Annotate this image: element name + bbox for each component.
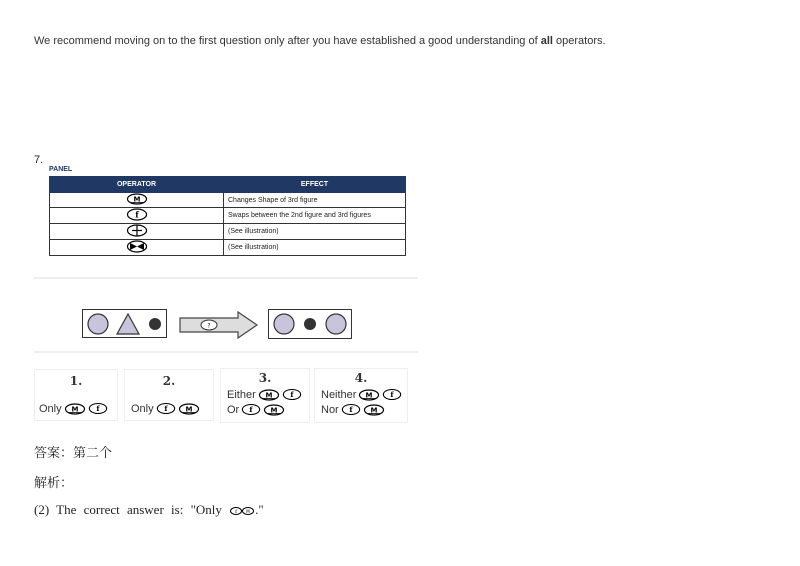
option-number: 2.: [162, 374, 176, 388]
svg-text:M: M: [71, 405, 79, 413]
answer-text-after: .": [255, 502, 264, 517]
svg-text:M: M: [370, 406, 378, 414]
intro-before: We recommend moving on to the first question only after you have established a good understanding of: [34, 35, 541, 47]
svg-text:M: M: [185, 405, 193, 413]
start-figure-box: [82, 309, 167, 338]
operator-m-icon: [363, 404, 385, 416]
option-text: Only: [131, 402, 154, 415]
operator-f-icon: [382, 388, 402, 401]
operator-f-icon: [156, 402, 176, 415]
answer-explanation: [34, 502, 264, 518]
intro-after: operators.: [552, 35, 606, 47]
svg-text:M: M: [133, 195, 140, 204]
operator-m-icon: [358, 389, 380, 401]
operator-f-icon: [126, 208, 148, 221]
svg-text:f: f: [134, 209, 139, 220]
operator-pair-icon: [229, 506, 255, 516]
operator-f-icon: [341, 403, 361, 416]
circle-shape: [87, 313, 109, 335]
effect-cell: Changes Shape of 3rd figure: [224, 193, 406, 208]
intro-text: [34, 35, 606, 47]
svg-text:M: M: [265, 391, 273, 399]
circle-shape: [325, 313, 347, 335]
option-text: Or: [227, 403, 240, 416]
arrow-label: ?: [207, 322, 211, 330]
col-operator: OPERATOR: [50, 177, 224, 193]
divider: [34, 351, 418, 353]
svg-text:f: f: [290, 390, 294, 400]
triangle-shape: [116, 313, 140, 335]
option-number: 4.: [354, 371, 368, 385]
col-effect: EFFECT: [224, 177, 406, 193]
operator-bowtie-icon: [126, 240, 148, 253]
operator-f-icon: [241, 403, 261, 416]
svg-text:f: f: [249, 405, 253, 415]
operator-m-icon: [64, 403, 86, 415]
operator-m-icon: [258, 389, 280, 401]
divider: [34, 277, 418, 279]
answer-text-before: (2) The correct answer is: "Only: [34, 502, 230, 517]
small-dot-shape: [303, 317, 317, 331]
analysis-label: 解析：: [34, 476, 74, 491]
operator-m-icon: [126, 193, 148, 205]
small-dot-shape: [148, 317, 162, 331]
option-number: 1.: [69, 374, 83, 388]
operator-table: [49, 176, 406, 256]
effect-cell: (See illustration): [224, 240, 406, 256]
svg-text:M: M: [246, 509, 250, 515]
table-row: [50, 208, 406, 224]
option-2[interactable]: [124, 369, 214, 421]
option-1[interactable]: [34, 369, 118, 421]
operator-f-icon: [88, 402, 108, 415]
intro-bold: all: [540, 35, 553, 47]
table-header-row: [50, 177, 406, 193]
svg-text:f: f: [235, 509, 238, 516]
svg-text:M: M: [365, 391, 373, 399]
operator-plus-icon: [126, 224, 148, 237]
operator-m-icon: [178, 403, 200, 415]
operator-m-icon: [263, 404, 285, 416]
effect-cell: Swaps between the 2nd figure and 3rd figures: [224, 208, 406, 224]
option-text: Nor: [321, 403, 339, 416]
svg-text:f: f: [349, 405, 353, 415]
option-3[interactable]: [220, 368, 310, 423]
result-figure-box: [268, 309, 352, 339]
table-row: [50, 240, 406, 256]
table-row: [50, 224, 406, 240]
transform-arrow: [178, 310, 260, 340]
option-text: Neither: [321, 388, 357, 401]
option-4[interactable]: [314, 368, 408, 423]
svg-text:f: f: [390, 390, 395, 400]
svg-text:f: f: [96, 404, 100, 414]
option-text: Only: [39, 402, 62, 415]
answer-label: 答案：第二个: [34, 446, 113, 461]
svg-text:f: f: [164, 404, 168, 414]
option-number: 3.: [258, 371, 272, 385]
circle-shape: [273, 313, 295, 335]
table-row: [50, 193, 406, 208]
effect-cell: (See illustration): [224, 224, 406, 240]
option-text: Either: [227, 388, 256, 401]
question-number: 7.: [34, 154, 44, 166]
panel-label: PANEL: [49, 166, 73, 173]
svg-text:M: M: [270, 406, 278, 414]
operator-f-icon: [282, 388, 302, 401]
